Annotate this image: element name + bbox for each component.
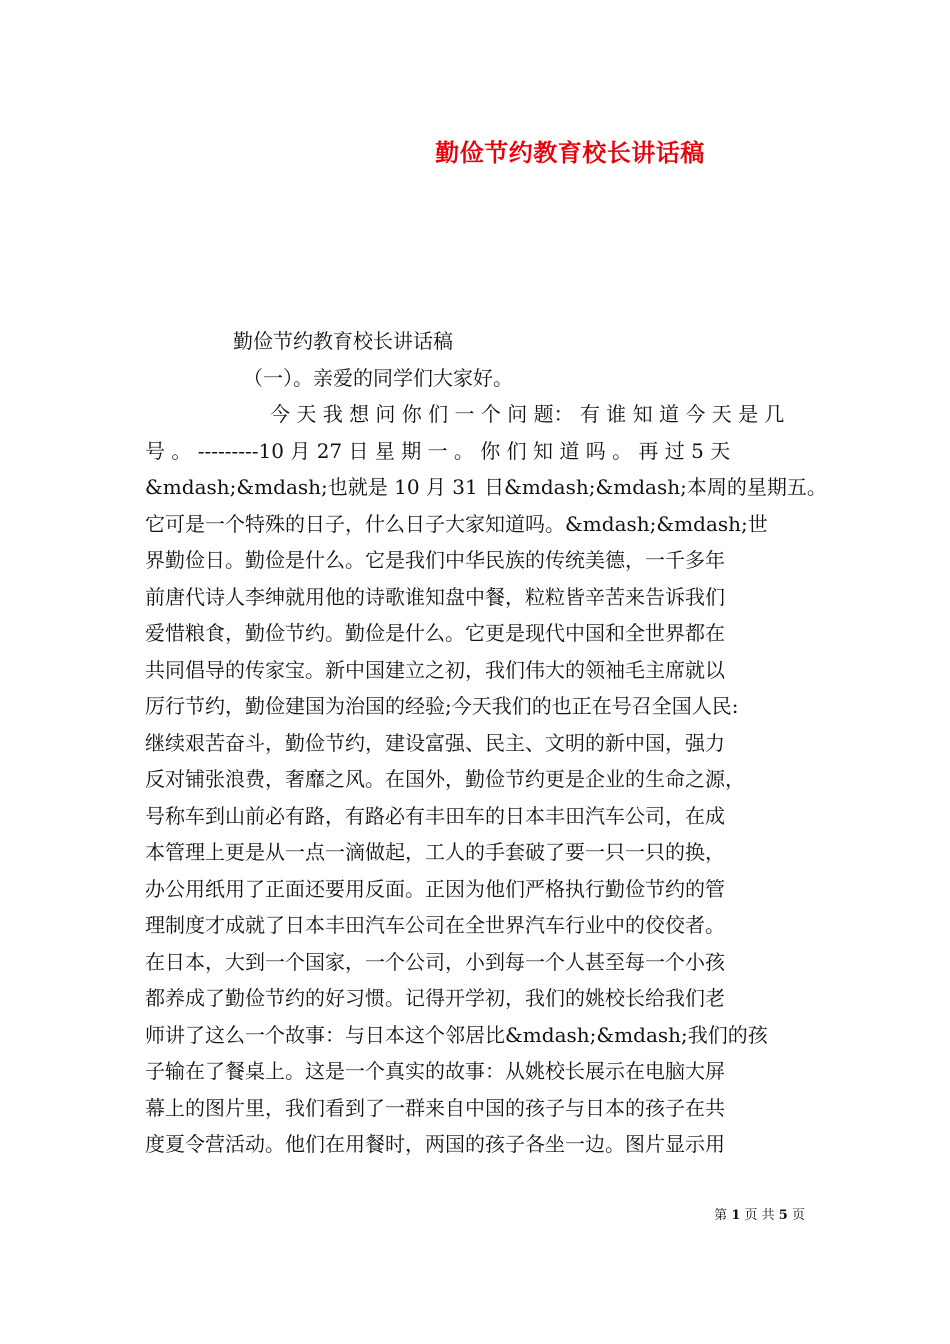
footer-suffix: 页 [791,1208,805,1223]
body-line: 在日本，大到一个国家，一个公司，小到每一个人甚至每一个小孩 [145,949,725,974]
greeting-line: （一）。亲爱的同学们大家好。 [243,365,513,390]
body-line: 幕上的图片里，我们看到了一群来自中国的孩子与日本的孩子在共 [145,1095,725,1120]
body-line: 子输在了餐桌上。这是一个真实的故事：从姚校长展示在电脑大屏 [145,1059,725,1083]
body-line: 办公用纸用了正面还要用反面。正因为他们严格执行勤俭节约的管 [145,876,725,901]
body-line: 反对铺张浪费，奢靡之风。在国外，勤俭节约更是企业的生命之源， [145,767,745,791]
footer-prefix: 第 [714,1208,728,1223]
body-line: &mdash;&mdash;也就是 10 月 31 日&mdash;&mdash;本周的星期五。 [145,475,827,499]
body-line: 今 天 我 想 问 你 们 一 个 问 题： 有 谁 知 道 今 天 是 几 [270,402,785,426]
document-body [145,323,827,1163]
total-page-count: 5 [778,1208,788,1223]
body-line: 它可是一个特殊的日子，什么日子大家知道吗。&mdash;&mdash;世 [145,511,768,536]
body-line: 号称车到山前必有路，有路必有丰田车的日本丰田汽车公司，在成 [145,803,725,828]
body-line: 继续艰苦奋斗，勤俭节约，建设富强、民主、文明的新中国，强力 [145,730,725,755]
body-line: 本管理上更是从一点一滴做起，工人的手套破了要一只一只的换， [145,840,725,864]
body-line: 理制度才成就了日本丰田汽车公司在全世界汽车行业中的佼佼者。 [145,913,725,937]
page-title: 勤俭节约教育校长讲话稿 [435,138,705,167]
document-heading: 勤俭节约教育校长讲话稿 [233,329,453,353]
body-line: 师讲了这么一个故事：与日本这个邻居比&mdash;&mdash;我们的孩 [145,1022,768,1047]
page-footer [714,1204,805,1223]
body-line: 共同倡导的传家宝。新中国建立之初，我们伟大的领袖毛主席就以 [145,657,725,682]
body-line: 都养成了勤俭节约的好习惯。记得开学初，我们的姚校长给我们老 [145,986,725,1010]
body-line: 爱惜粮食，勤俭节约。勤俭是什么。它更是现代中国和全世界都在 [145,621,725,645]
current-page-number: 1 [731,1208,741,1223]
body-line: 度夏令营活动。他们在用餐时，两国的孩子各坐一边。图片显示用 [145,1132,725,1156]
body-line: 号 。 ---------10 月 27 日 星 期 一 。 你 们 知 道 吗 。 再 过 5 天 [145,438,731,463]
body-line: 界勤俭日。勤俭是什么。它是我们中华民族的传统美德，一千多年 [145,548,725,572]
body-line: 前唐代诗人李绅就用他的诗歌谁知盘中餐，粒粒皆辛苦来告诉我们 [145,584,725,609]
footer-middle: 页 共 [744,1208,775,1223]
body-line: 厉行节约，勤俭建国为治国的经验;今天我们的也正在号召全国人民: [145,694,739,718]
